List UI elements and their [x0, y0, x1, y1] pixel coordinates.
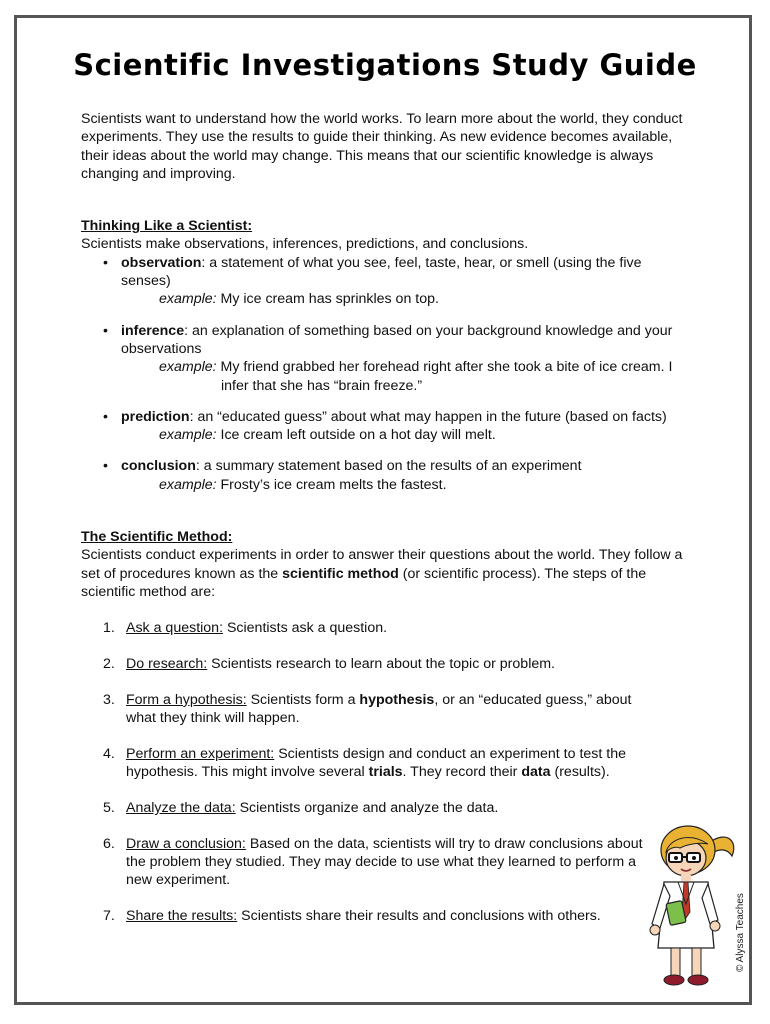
step-text: Based on the data, scientists will try to draw conclusions about the problem they studied. They may decide to use what they learned to perform a new experiment.: [126, 835, 643, 889]
method-heading: The Scientific Method:: [81, 529, 233, 546]
example: [121, 476, 691, 494]
list-item: [103, 655, 648, 673]
method-lead-bold: scientific method: [282, 565, 399, 582]
bullet-icon: •: [103, 458, 108, 475]
definition: : a statement of what you see, feel, taste, hear, or smell (using the five senses): [121, 254, 642, 290]
list-item: [103, 799, 648, 817]
example: [121, 426, 691, 444]
term: conclusion: [121, 458, 196, 475]
definition: : an explanation of something based on your background knowledge and your observations: [121, 322, 673, 357]
example-text: Frosty’s ice cream melts the fastest.: [216, 476, 447, 493]
step-text: Scientists organize and analyze the data.: [235, 800, 499, 817]
term: prediction: [121, 408, 190, 425]
step-text: Scientists research to learn about the topic or problem.: [207, 656, 555, 673]
step-number: 1.: [103, 620, 115, 637]
thinking-heading: Thinking Like a Scientist:: [81, 218, 253, 235]
step-bold: hypothesis: [359, 691, 435, 708]
list-item: [103, 835, 648, 890]
definition: : an “educated guess” about what may happen in the future (based on facts): [189, 408, 667, 425]
intro-paragraph: Scientists want to understand how the world works. To learn more about the world, they conduct experiments. They use the results to guide their thinking. As new evidence becomes available, their ideas about the world may change. This means that our scientific knowledge is always changing and improving.: [81, 111, 683, 182]
term: observation: [121, 254, 202, 271]
definition: : a summary statement based on the results of an experiment: [195, 458, 582, 475]
term: inference: [121, 322, 185, 339]
list-item: [103, 457, 691, 494]
example: [121, 358, 691, 395]
step-text: (results).: [550, 764, 610, 781]
bullet-icon: •: [103, 322, 108, 339]
example-text: Ice cream left outside on a hot day will melt.: [216, 427, 496, 444]
step-name: Draw a conclusion:: [126, 835, 246, 852]
list-item: [103, 907, 648, 925]
step-text: Scientists form a: [246, 691, 360, 708]
list-item: [103, 322, 691, 395]
copyright-text: © Alyssa Teaches: [735, 893, 746, 972]
list-item: [103, 745, 648, 782]
step-name: Perform an experiment:: [126, 745, 275, 762]
list-item: [103, 408, 691, 445]
step-name: Form a hypothesis:: [126, 691, 247, 708]
example-label: example:: [159, 291, 217, 308]
page-title: Scientific Investigations Study Guide: [73, 48, 697, 82]
list-item: [103, 619, 648, 637]
bullet-icon: •: [103, 408, 108, 425]
example: [121, 290, 691, 308]
example-label: example:: [159, 476, 217, 493]
step-text: , or an “educated guess,” about what they think will happen.: [126, 691, 632, 727]
example-text: My friend grabbed her forehead right after she took a bite of ice cream. I infer that she has “brain freeze.”: [216, 359, 673, 394]
step-name: Ask a question:: [126, 620, 224, 637]
step-number: 3.: [103, 691, 115, 708]
step-bold: data: [521, 764, 551, 781]
step-number: 4.: [103, 745, 115, 762]
example-text: My ice cream has sprinkles on top.: [216, 291, 439, 308]
step-name: Share the results:: [126, 908, 238, 925]
method-lead-a: Scientists conduct experiments in order to answer their questions about the world. They follow a set of procedures known as the: [81, 547, 683, 582]
step-text: Scientists design and conduct an experiment to test the hypothesis. This might involve several: [126, 745, 626, 781]
step-number: 6.: [103, 835, 115, 852]
step-text: Scientists share their results and conclusions with others.: [237, 908, 601, 925]
example-label: example:: [159, 427, 217, 444]
study-guide-body: [81, 110, 691, 943]
bullet-icon: •: [103, 254, 108, 271]
step-name: Do research:: [126, 656, 208, 673]
step-number: 2.: [103, 656, 115, 673]
step-text: Scientists ask a question.: [223, 620, 388, 637]
steps-list: [103, 619, 648, 925]
example-label: example:: [159, 359, 217, 376]
list-item: [103, 691, 648, 728]
step-number: 5.: [103, 800, 115, 817]
method-lead-b: (or scientific process). The steps of the scientific method are:: [81, 565, 647, 600]
step-name: Analyze the data:: [126, 800, 236, 817]
list-item: [103, 254, 691, 309]
method-lead: [81, 546, 691, 601]
step-text: . They record their: [402, 764, 522, 781]
step-bold: trials: [368, 764, 403, 781]
girl-scientist-icon: [640, 820, 740, 995]
definition-list: [103, 254, 691, 494]
step-number: 7.: [103, 908, 115, 925]
thinking-lead: Scientists make observations, inferences, predictions, and conclusions.: [81, 236, 529, 253]
